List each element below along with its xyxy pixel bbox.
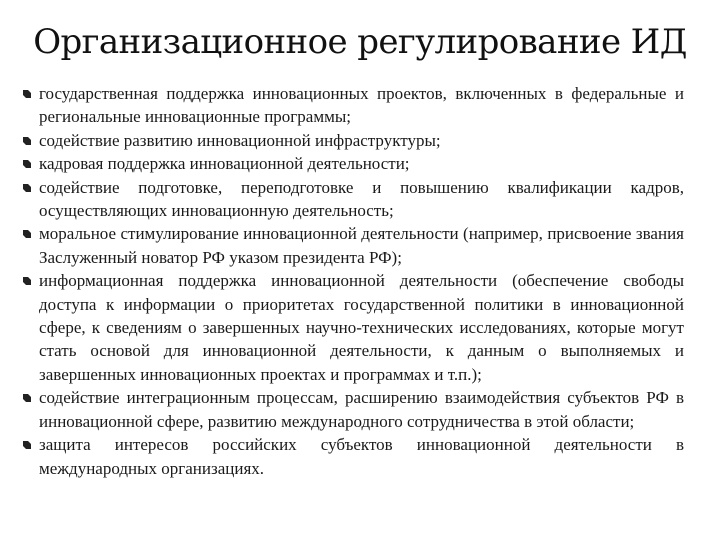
list-item — [22, 176, 684, 223]
list-item-text: моральное стимулирование инновационной деятельности (например, присвоение звания Заслуженный новатор РФ указом президента РФ); — [39, 224, 684, 267]
list-item-text: содействие интеграционным процессам, расширению взаимодействия субъектов РФ в инновационной сфере, развитию международного сотрудничества в этой области; — [39, 388, 684, 431]
list-item — [22, 129, 684, 152]
slide-title: Организационное регулирование ИД — [33, 22, 687, 62]
list-item — [22, 82, 684, 129]
bullet-list — [22, 82, 684, 480]
square-bullet-icon — [23, 183, 31, 193]
square-bullet-icon — [23, 276, 31, 286]
list-item-text: кадровая поддержка инновационной деятельности; — [39, 154, 410, 174]
list-item-text: защита интересов российских субъектов инновационной деятельности в международных организациях. — [39, 435, 684, 478]
square-bullet-icon — [23, 393, 31, 403]
list-item-text: содействие развитию инновационной инфраструктуры; — [39, 130, 441, 150]
list-item — [22, 386, 684, 433]
square-bullet-icon — [23, 440, 31, 450]
list-item-text: информационная поддержка инновационной деятельности (обеспечение свободы доступа к информации о приоритетах государственной политики в инновационной сфере, к сведениям о завершенных научно-технических исследованиях, которые могут стать основой для инновационной деятельности, к данным о выполняемых и завершенных инновационных проектах и программах и т.п.); — [39, 271, 684, 384]
list-item — [22, 433, 684, 480]
list-item — [22, 269, 684, 386]
list-item — [22, 222, 684, 269]
square-bullet-icon — [23, 159, 31, 169]
square-bullet-icon — [23, 136, 31, 146]
list-item-text: содействие подготовке, переподготовке и повышению квалификации кадров, осуществляющих инновационную деятельность; — [39, 177, 684, 221]
list-item-text: государственная поддержка инновационных проектов, включенных в федеральные и региональные инновационные программы; — [39, 84, 684, 127]
square-bullet-icon — [23, 229, 31, 239]
square-bullet-icon — [23, 89, 31, 99]
list-item — [22, 152, 684, 175]
